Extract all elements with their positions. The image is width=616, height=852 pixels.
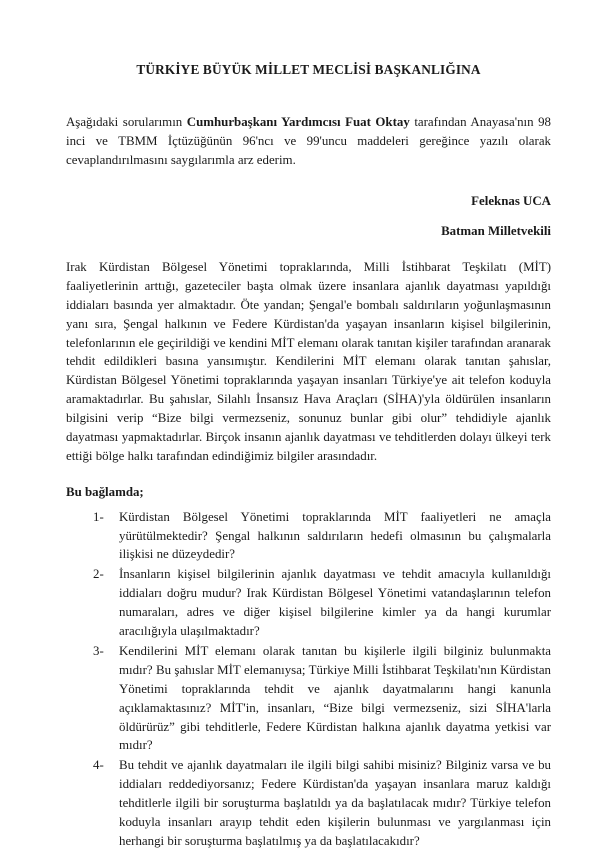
context-heading: Bu bağlamda; — [66, 484, 144, 499]
list-item — [66, 642, 551, 756]
question-marker: 3- — [93, 643, 104, 658]
question-text: Bu tehdit ve ajanlık dayatmaları ile ilgili bilgi sahibi misiniz? Bilginiz varsa ve bu iddiaları reddediyorsanız; Federe Kürdistan'da yaşayan insanlara maruz kaldığı tehditlerle ilgili bir soruşturma başlatıldı ya da başlatılacak mıdır? Türkiye telefon koduyla insanları arayıp tehdit eden kişilerin bulunması ve yargılanması için herhangi bir soruşturma başlatılmış ya da başlatılacakıdır? — [119, 758, 551, 848]
list-item — [66, 508, 551, 566]
question-marker: 2- — [93, 567, 104, 582]
question-list — [66, 502, 551, 852]
intro-text-after-bold: tarafından Anayasa'nın 98 inci ve TBMM İçtüzüğünün 96'ncı ve 99'uncu maddeleri gereğince yazılı olarak cevaplandırılmasını saygılarımla arz ederim. — [66, 114, 551, 167]
question-text: Kendilerini MİT elemanı olarak tanıtan bu kişilerle ilgili bilginiz bulunmakta mıdır? Bu şahıslar MİT elemanıysa; Türkiye Milli İstihbarat Teşkilatı'nın Kürdistan Yönetimi topraklarında tehdit ve ajanlık dayatmalarını hangi kanunla açıklamaktasınız? MİT'in, insanları, “Bize bilgi vermezseniz, sizi SİHA'larla öldürürüz” gibi tehditlerle, Federe Kürdistan halkına ajanlık dayatma yetkisi var mıdır? — [119, 643, 551, 753]
question-text: İnsanların kişisel bilgilerinin ajanlık dayatması ve tehdit amacıyla kullanıldığı iddiaları doğru mudur? Irak Kürdistan Bölgesel Yönetimi vatandaşlarının telefon numaraları, adres ve diğer kişisel bilgilerine kimler ya da hangi kurumlar aracılığıyla ulaşılmaktadır? — [119, 567, 551, 639]
page-title: TÜRKİYE BÜYÜK MİLLET MECLİSİ BAŞKANLIĞINA — [136, 62, 481, 77]
list-item — [66, 565, 551, 642]
signature-block — [66, 170, 551, 241]
signatory-name: Feleknas UCA — [471, 193, 551, 208]
question-marker: 1- — [93, 509, 104, 524]
question-marker: 4- — [93, 758, 104, 773]
intro-addressee-bold: Cumhurbaşkanı Yardımcısı Fuat Oktay — [186, 114, 410, 129]
signatory-role: Batman Milletvekili — [441, 224, 551, 239]
intro-paragraph — [66, 79, 551, 170]
list-item — [66, 756, 551, 852]
body-paragraph: Irak Kürdistan Bölgesel Yönetimi topraklarında, Milli İstihbarat Teşkilatı (MİT) faaliyetlerinin arttığı, gazeteciler başta olmak üzere insanlara ajanlık dayatması yapıldığı iddiaları basında yer almaktadır. Öte yandan; Şengal'e bombalı saldırıların yoğunlaşmasının yanı sıra, Şengal halkının ve Federe Kürdistan'da yaşayan insanların kişisel bilgilerinin, telefonlarının ele geçirildiği ve kendini MİT elemanı olarak tanıtan kişiler tarafından aranarak tehdit edildikleri basına yansımıştır. Kendilerini MİT elemanı olarak tanıtan şahıslar, Kürdistan Bölgesel Yönetimi topraklarında yaşayan insanları Türkiye'ye ait telefon koduyla aramaktadırlar. Bu şahıslar, Silahlı İnsansız Hava Araçları (SİHA)'yla öldürülen insanların bilgisini verip “Bize bilgi vermezseniz, sonunuz bunlar gibi olur” tehdidiyle ajanlık dayatması yapmaktadırlar. Birçok insanın ajanlık dayatması ve tehditlerden dolayı ülkeyi terk ettiği bölge halkı tarafından edindiğimiz bilgiler arasındadır. — [66, 259, 551, 463]
question-text: Kürdistan Bölgesel Yönetimi topraklarında MİT faaliyetleri ne amaçla yürütülmektedir? Şengal halkının saldırıların hedefi olmasının bu çalışmalarla ilişkisi ne düzeydedir? — [119, 509, 551, 562]
intro-text-before-bold: Aşağıdaki sorularımın — [66, 114, 187, 129]
